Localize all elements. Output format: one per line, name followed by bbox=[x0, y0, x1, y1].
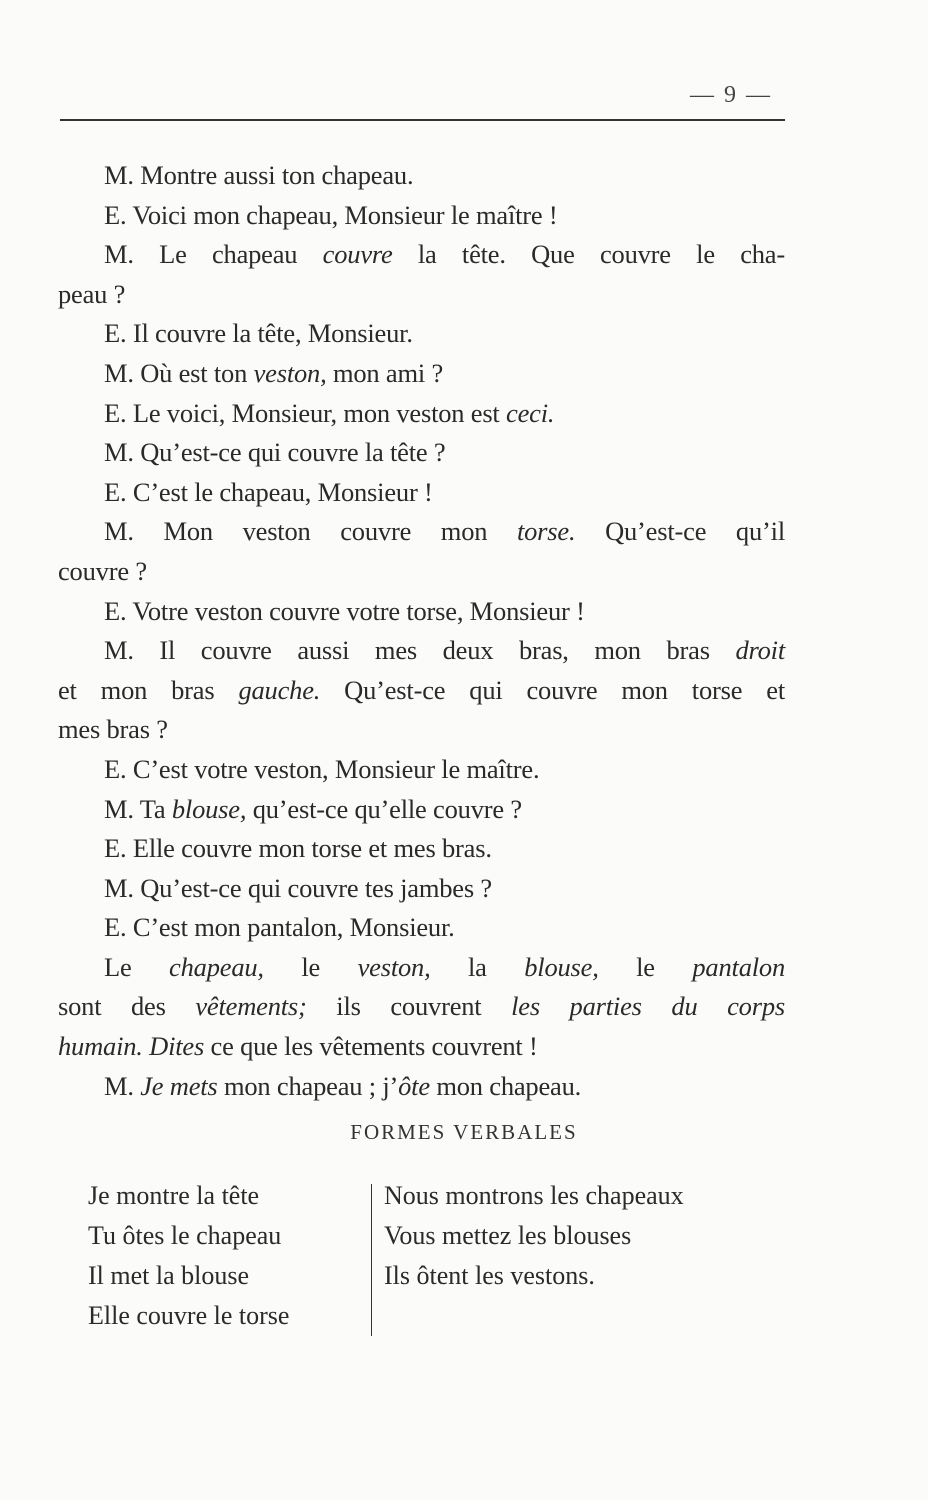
italic-term: les parties du corps bbox=[511, 991, 786, 1022]
text-segment: Le bbox=[104, 951, 170, 982]
italic-term: couvre bbox=[322, 239, 393, 270]
text-segment: E. C’est votre veston, Monsieur le maître. bbox=[104, 753, 540, 784]
text-line bbox=[58, 908, 785, 948]
paragraph bbox=[58, 512, 785, 591]
text-line bbox=[58, 829, 785, 869]
page-number: — 9 — bbox=[690, 82, 772, 108]
text-segment: Qu’est-ce qui couvre mon torse et bbox=[320, 674, 785, 705]
text-line bbox=[58, 196, 785, 236]
text-line bbox=[58, 552, 785, 592]
text-segment: E. Voici mon chapeau, Monsieur le maître ! bbox=[104, 199, 558, 230]
conjugation-row: Tu ôtes le chapeau bbox=[88, 1221, 282, 1250]
text-segment: la tête. Que couvre le cha- bbox=[392, 239, 785, 270]
text-segment: M. Ta bbox=[104, 793, 172, 824]
italic-term: veston, bbox=[253, 357, 327, 388]
paragraph bbox=[58, 908, 785, 948]
text-segment: et mon bras bbox=[58, 674, 239, 705]
italic-term: veston, bbox=[357, 951, 431, 982]
paragraph bbox=[58, 473, 785, 513]
dialogue-text bbox=[58, 156, 785, 1106]
conjugation-row: Nous montrons les chapeaux bbox=[384, 1181, 684, 1210]
column-divider bbox=[371, 1184, 372, 1336]
section-heading: FORMES VERBALES bbox=[350, 1120, 578, 1144]
paragraph bbox=[58, 235, 785, 314]
text-segment: E. Votre veston couvre votre torse, Monsieur ! bbox=[104, 595, 585, 626]
header-rule bbox=[60, 119, 785, 121]
text-line bbox=[58, 948, 785, 988]
italic-term: ôte bbox=[398, 1070, 430, 1101]
text-line bbox=[58, 631, 785, 671]
text-segment: M. Le chapeau bbox=[104, 239, 323, 270]
text-line bbox=[58, 750, 785, 790]
paragraph bbox=[58, 1067, 785, 1107]
paragraph bbox=[58, 948, 785, 1067]
text-line bbox=[58, 1067, 785, 1107]
paragraph bbox=[58, 354, 785, 394]
text-segment: M. Montre aussi ton chapeau. bbox=[104, 160, 414, 190]
paragraph bbox=[58, 592, 785, 632]
text-line bbox=[58, 869, 785, 909]
italic-term: chapeau, bbox=[169, 951, 264, 982]
text-segment: M. Il couvre aussi mes deux bras, mon bras bbox=[104, 635, 736, 666]
text-segment: E. Le voici, Monsieur, mon veston est bbox=[104, 397, 507, 428]
italic-term: vêtements; bbox=[195, 991, 307, 1022]
text-line bbox=[58, 156, 785, 196]
text-segment: M. Mon veston couvre mon bbox=[104, 516, 517, 547]
text-segment: mon chapeau ; j’ bbox=[217, 1070, 399, 1101]
paragraph bbox=[58, 394, 785, 434]
text-segment: E. C’est le chapeau, Monsieur ! bbox=[104, 476, 433, 507]
italic-term: humain. Dites bbox=[58, 1031, 205, 1062]
paragraph bbox=[58, 750, 785, 790]
conjugation-table bbox=[88, 1176, 808, 1341]
paragraph bbox=[58, 433, 785, 473]
text-segment: M. bbox=[104, 1070, 141, 1101]
text-line bbox=[58, 235, 785, 275]
text-segment: couvre ? bbox=[58, 555, 147, 586]
conjugation-row: Vous mettez les blouses bbox=[384, 1221, 632, 1250]
text-segment: qu’est-ce qu’elle couvre ? bbox=[246, 793, 522, 824]
paragraph bbox=[58, 196, 785, 236]
text-segment: Qu’est-ce qu’il bbox=[575, 516, 785, 547]
conjugation-row: Il met la blouse bbox=[88, 1261, 250, 1290]
text-line bbox=[58, 710, 785, 750]
italic-term: blouse, bbox=[524, 951, 599, 982]
text-segment: le bbox=[598, 951, 693, 982]
text-segment: M. Où est ton bbox=[104, 357, 254, 388]
text-line bbox=[58, 671, 785, 711]
conjugation-plural-column bbox=[384, 1176, 684, 1296]
text-line bbox=[58, 1027, 785, 1067]
text-line bbox=[58, 354, 785, 394]
text-segment: ils couvrent bbox=[306, 991, 512, 1022]
text-segment: mon ami ? bbox=[326, 357, 444, 388]
text-segment: mes bras ? bbox=[58, 714, 168, 745]
italic-term: droit bbox=[735, 635, 785, 666]
italic-term: torse. bbox=[516, 516, 576, 547]
text-segment: ce que les vêtements couvrent ! bbox=[204, 1031, 538, 1062]
paragraph bbox=[58, 790, 785, 830]
italic-term: ceci. bbox=[506, 397, 555, 428]
paragraph bbox=[58, 869, 785, 909]
italic-term: blouse, bbox=[171, 793, 247, 824]
conjugation-row: Ils ôtent les vestons. bbox=[384, 1261, 595, 1290]
text-line bbox=[58, 473, 785, 513]
text-segment: E. C’est mon pantalon, Monsieur. bbox=[104, 912, 455, 943]
text-line bbox=[58, 394, 785, 434]
text-segment: le bbox=[263, 951, 358, 982]
conjugation-row: Je montre la tête bbox=[88, 1181, 260, 1210]
italic-term: gauche. bbox=[238, 674, 321, 705]
text-segment: E. Elle couvre mon torse et mes bras. bbox=[104, 833, 492, 864]
text-line bbox=[58, 433, 785, 473]
text-line bbox=[58, 512, 785, 552]
paragraph bbox=[58, 631, 785, 750]
paragraph bbox=[58, 829, 785, 869]
text-segment: M. Qu’est-ce qui couvre la tête ? bbox=[104, 437, 446, 468]
text-line bbox=[58, 592, 785, 632]
text-segment: sont des bbox=[58, 991, 196, 1022]
text-line bbox=[58, 314, 785, 354]
text-line bbox=[58, 987, 785, 1027]
conjugation-singular-column bbox=[88, 1176, 289, 1336]
text-segment: E. Il couvre la tête, Monsieur. bbox=[104, 318, 413, 349]
italic-term: Je mets bbox=[140, 1070, 218, 1101]
italic-term: pantalon bbox=[692, 951, 786, 982]
text-segment: mon chapeau. bbox=[429, 1070, 582, 1101]
text-line bbox=[58, 275, 785, 315]
conjugation-row: Elle couvre le torse bbox=[88, 1301, 290, 1330]
paragraph bbox=[58, 314, 785, 354]
text-segment: peau ? bbox=[58, 278, 126, 309]
text-segment: la bbox=[430, 951, 525, 982]
text-line bbox=[58, 790, 785, 830]
text-segment: M. Qu’est-ce qui couvre tes jambes ? bbox=[104, 872, 492, 903]
paragraph bbox=[58, 156, 785, 196]
